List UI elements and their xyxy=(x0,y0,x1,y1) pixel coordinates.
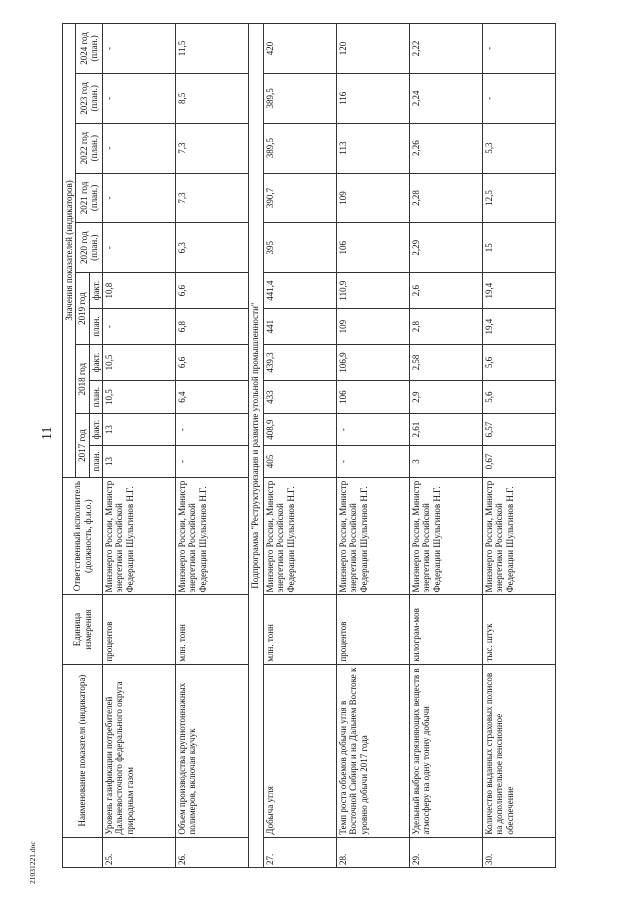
value-cell: 109 xyxy=(337,173,410,223)
value-cell: 10,5 xyxy=(103,345,176,381)
value-cell: 7,3 xyxy=(176,173,249,223)
footer-doc-code: 21031221.doc xyxy=(28,841,37,884)
value-cell: 10,5 xyxy=(103,381,176,414)
indicator-table-sheet xyxy=(62,23,562,868)
indicators-table xyxy=(62,23,556,868)
unit: процентов xyxy=(103,595,176,664)
header-2017: 2017 год xyxy=(76,414,89,478)
responsible: Минэнерго России, Министр энергетики Российской Федерации Шульгинов Н.Г. xyxy=(483,477,556,595)
value-cell: 5,3 xyxy=(483,123,556,173)
header-num-col xyxy=(63,837,103,867)
value-cell: 3 xyxy=(410,446,483,478)
header-name: Наименование показателя (индикатора) xyxy=(63,664,103,837)
value-cell: 106 xyxy=(337,223,410,273)
value-cell: 390,7 xyxy=(264,173,337,223)
value-cell: 10,8 xyxy=(103,273,176,309)
value-cell: - xyxy=(103,173,176,223)
value-cell: - xyxy=(103,223,176,273)
value-cell: - xyxy=(337,414,410,446)
header-2018: 2018 год xyxy=(76,345,89,414)
value-cell: 2,28 xyxy=(410,173,483,223)
value-cell: 5,6 xyxy=(483,381,556,414)
value-cell: 12,5 xyxy=(483,173,556,223)
row-number: 30. xyxy=(483,837,556,867)
header-fact: факт. xyxy=(89,414,102,446)
value-cell: 6,3 xyxy=(176,223,249,273)
value-cell: 2,26 xyxy=(410,123,483,173)
value-cell: - xyxy=(103,309,176,345)
header-2020: 2020 год (план.) xyxy=(76,223,103,273)
row-number: 27. xyxy=(264,837,337,867)
value-cell: 389,5 xyxy=(264,73,337,123)
table-row xyxy=(264,24,337,868)
value-cell: - xyxy=(483,24,556,74)
unit: килограм-мов xyxy=(410,595,483,664)
indicator-name: Объем производства крупнотоннажных полимеров, включая каучук xyxy=(176,664,249,837)
value-cell: 408,9 xyxy=(264,414,337,446)
header-2019: 2019 год xyxy=(76,273,89,345)
value-cell: - xyxy=(483,73,556,123)
header-responsible: Ответственный исполнитель (должность, ф.и.о.) xyxy=(63,477,103,595)
indicator-name: Добыча угля xyxy=(264,664,337,837)
value-cell: - xyxy=(103,73,176,123)
value-cell: 441 xyxy=(264,309,337,345)
value-cell: 6,6 xyxy=(176,273,249,309)
header-values-group: Значения показателей (индикаторов) xyxy=(63,24,76,478)
value-cell: 7,3 xyxy=(176,123,249,173)
value-cell: 2,29 xyxy=(410,223,483,273)
value-cell: 11,5 xyxy=(176,24,249,74)
value-cell: 2,61 xyxy=(410,414,483,446)
unit: млн. тонн xyxy=(176,595,249,664)
page-number: 11 xyxy=(40,426,55,440)
value-cell: 106 xyxy=(337,381,410,414)
value-cell: - xyxy=(103,24,176,74)
subprogram-title: Подпрограмма "Реструктуризация и развитие угольной промышленности" xyxy=(249,24,264,868)
value-cell: 2,24 xyxy=(410,73,483,123)
table-body xyxy=(103,24,556,868)
value-cell: 6,4 xyxy=(176,381,249,414)
row-number: 28. xyxy=(337,837,410,867)
table-header xyxy=(63,24,103,868)
unit: тыс. штук xyxy=(483,595,556,664)
value-cell: 15 xyxy=(483,223,556,273)
value-cell: 2,9 xyxy=(410,381,483,414)
value-cell: 6,6 xyxy=(176,345,249,381)
responsible: Минэнерго России, Министр энергетики Российской Федерации Шульгинов Н.Г. xyxy=(337,477,410,595)
indicator-name: Темп роста объемов добычи угля в Восточной Сибири и на Дальнем Востоке к уровню добычи 2017 года xyxy=(337,664,410,837)
table-row xyxy=(410,24,483,868)
value-cell: 2,22 xyxy=(410,24,483,74)
value-cell: - xyxy=(103,123,176,173)
value-cell: 433 xyxy=(264,381,337,414)
value-cell: 5,6 xyxy=(483,345,556,381)
indicator-name: Количество выданных страховых полисов на дополнительное пенсионное обеспечение xyxy=(483,664,556,837)
value-cell: 113 xyxy=(337,123,410,173)
value-cell: - xyxy=(176,446,249,478)
value-cell: - xyxy=(176,414,249,446)
header-fact: факт. xyxy=(89,273,102,309)
indicator-name: Уровень газификации потребителей Дальневосточного федерального округа природным газом xyxy=(103,664,176,837)
indicator-name: Удельный выброс загрязняющих веществ в атмосферу на одну тонну добычи xyxy=(410,664,483,837)
unit: млн. тонн xyxy=(264,595,337,664)
value-cell: 13 xyxy=(103,414,176,446)
responsible: Минэнерго России, Министр энергетики Российской Федерации Шульгинов Н.Г. xyxy=(264,477,337,595)
header-2022: 2022 год (план.) xyxy=(76,123,103,173)
value-cell: 8,5 xyxy=(176,73,249,123)
subprogram-row xyxy=(249,24,264,868)
value-cell: - xyxy=(337,446,410,478)
table-row xyxy=(103,24,176,868)
value-cell: 6,57 xyxy=(483,414,556,446)
value-cell: 441,4 xyxy=(264,273,337,309)
row-number: 25. xyxy=(103,837,176,867)
value-cell: 19,4 xyxy=(483,273,556,309)
value-cell: 2,6 xyxy=(410,273,483,309)
value-cell: 2,58 xyxy=(410,345,483,381)
value-cell: 439,3 xyxy=(264,345,337,381)
value-cell: 13 xyxy=(103,446,176,478)
responsible: Минэнерго России, Министр энергетики Российской Федерации Шульгинов Н.Г. xyxy=(103,477,176,595)
row-number: 29. xyxy=(410,837,483,867)
responsible: Минэнерго России, Министр энергетики Российской Федерации Шульгинов Н.Г. xyxy=(176,477,249,595)
table-row xyxy=(337,24,410,868)
value-cell: 395 xyxy=(264,223,337,273)
table-row xyxy=(483,24,556,868)
value-cell: 106,9 xyxy=(337,345,410,381)
value-cell: 19,4 xyxy=(483,309,556,345)
header-fact: факт. xyxy=(89,345,102,381)
header-2023: 2023 год (план.) xyxy=(76,73,103,123)
table-row xyxy=(176,24,249,868)
header-plan: план. xyxy=(89,381,102,414)
value-cell: 6,8 xyxy=(176,309,249,345)
value-cell: 389,5 xyxy=(264,123,337,173)
header-2021: 2021 год (план.) xyxy=(76,173,103,223)
value-cell: 120 xyxy=(337,24,410,74)
value-cell: 110,9 xyxy=(337,273,410,309)
value-cell: 420 xyxy=(264,24,337,74)
value-cell: 116 xyxy=(337,73,410,123)
value-cell: 109 xyxy=(337,309,410,345)
header-plan: план. xyxy=(89,446,102,478)
header-2024: 2024 год (план.) xyxy=(76,24,103,74)
header-unit: Единица измерения xyxy=(63,595,103,664)
value-cell: 0,67 xyxy=(483,446,556,478)
row-number: 26. xyxy=(176,837,249,867)
value-cell: 405 xyxy=(264,446,337,478)
unit: процентов xyxy=(337,595,410,664)
value-cell: 2,8 xyxy=(410,309,483,345)
header-plan: план. xyxy=(89,309,102,345)
responsible: Минэнерго России, Министр энергетики Российской Федерации Шульгинов Н.Г. xyxy=(410,477,483,595)
